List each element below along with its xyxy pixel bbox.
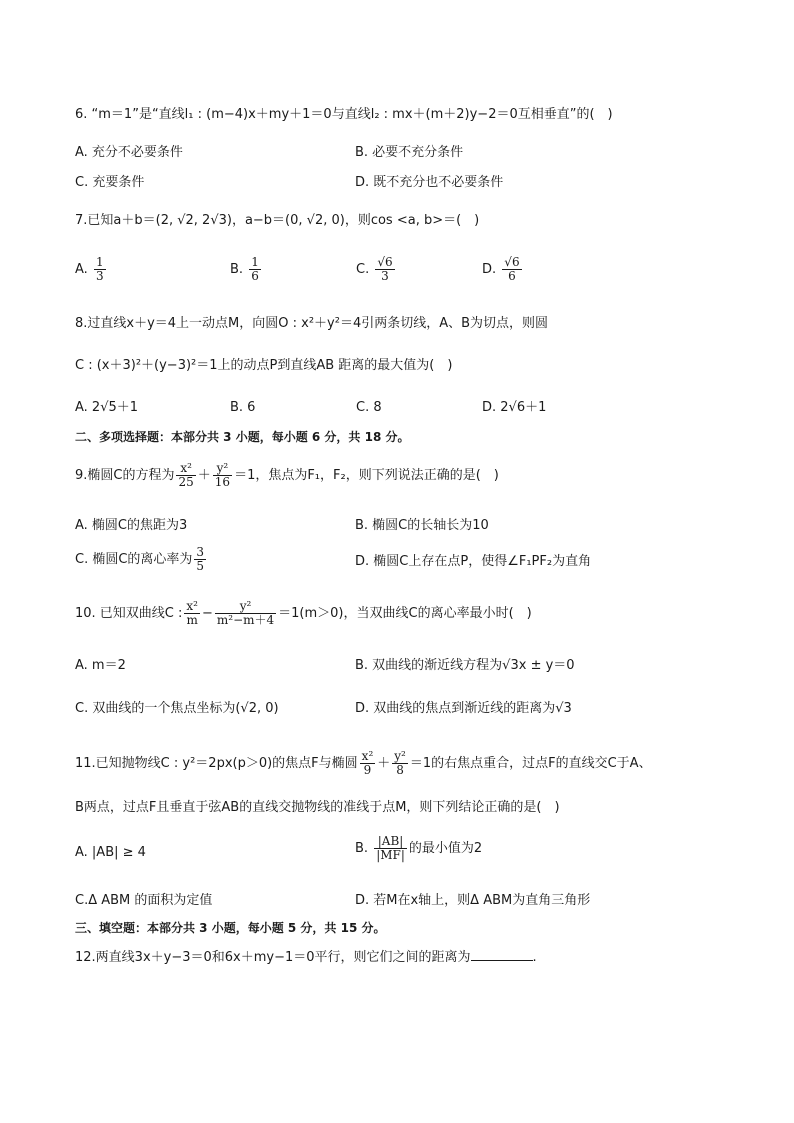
question-9-stem [75, 462, 499, 489]
numerator: y² [215, 600, 276, 614]
answer-blank[interactable] [471, 948, 533, 961]
question-8-stem-line-1: 8.过直线x＋y＝4上一动点M，向圆O : x²＋y²＝4引两条切线，A、B为切点，则圆 [75, 316, 549, 331]
question-8-stem-line-2: C : (x＋3)²＋(y−3)²＝1上的动点P到直线AB 距离的最大值为( ) [75, 358, 453, 373]
numerator: 1 [251, 255, 259, 269]
section-3-heading: 三、填空题：本部分共 3 小题，每小题 5 分，共 15 分。 [75, 921, 386, 935]
option-label: D. [482, 262, 497, 277]
fraction [360, 750, 376, 777]
question-11-option-a: A. |AB| ≥ 4 [75, 845, 146, 860]
fraction [502, 256, 521, 283]
question-11-option-d: D. 若M在x轴上，则Δ ABM为直角三角形 [355, 893, 591, 908]
denominator: m [186, 613, 198, 627]
stem-text: ＝1(m＞0)，当双曲线C的离心率最小时( ) [278, 606, 532, 621]
question-11-stem-line-2: B两点，过点F且垂直于弦AB的直线交抛物线的准线于点M，则下列结论正确的是( ) [75, 800, 560, 815]
option-label: A. [75, 262, 88, 277]
denominator: 25 [178, 475, 194, 489]
question-11-stem-line-1 [75, 750, 652, 777]
question-10-option-d: D. 双曲线的焦点到渐近线的距离为√3 [355, 701, 572, 716]
question-10-stem [75, 600, 532, 627]
question-8-option-b: B. 6 [230, 400, 256, 415]
numerator: x² [186, 599, 198, 613]
section-2-heading: 二、多项选择题：本部分共 3 小题，每小题 6 分，共 18 分。 [75, 430, 410, 444]
denominator: 3 [95, 269, 104, 283]
numerator: √6 [377, 255, 393, 269]
question-10-option-a: A. m＝2 [75, 658, 126, 673]
denominator: 3 [381, 269, 389, 283]
question-7-stem: 7.已知a＋b＝(2, √2, 2√3)，a−b＝(0, √2, 0)，则cos <a, b>＝( ) [75, 213, 480, 228]
question-6-stem: 6. “m＝1”是“直线l₁ : (m−4)x＋my＋1＝0与直线l₂ : mx＋(m＋2)y−2＝0互相垂直”的( ) [75, 107, 613, 122]
question-12-stem [75, 948, 537, 968]
question-8-option-c: C. 8 [356, 400, 382, 415]
question-6-option-a: A. 充分不必要条件 [75, 145, 183, 160]
option-text: C. 椭圆C的离心率为 [75, 552, 193, 567]
question-7-option-b [230, 256, 263, 283]
denominator: 9 [363, 763, 372, 777]
fraction [215, 600, 276, 627]
fraction [249, 256, 261, 283]
question-11-option-c: C.Δ ABM 的面积为定值 [75, 893, 213, 908]
question-10-option-c: C. 双曲线的一个焦点坐标为(√2, 0) [75, 701, 279, 716]
fraction [176, 462, 195, 489]
option-label: B. [230, 262, 244, 277]
denominator: 16 [214, 475, 231, 489]
denominator: 8 [396, 763, 404, 777]
question-10-option-b: B. 双曲线的渐近线方程为√3x ± y＝0 [355, 658, 575, 673]
question-6-option-c: C. 充要条件 [75, 175, 145, 190]
stem-text: ＝1的右焦点重合，过点F的直线交C于A、 [409, 756, 652, 771]
question-6-option-d: D. 既不充分也不必要条件 [355, 175, 504, 190]
option-label: B. [355, 841, 369, 856]
option-label: C. [356, 262, 370, 277]
question-7-option-c [356, 256, 397, 283]
stem-period: . [532, 950, 537, 965]
numerator: 3 [196, 545, 205, 559]
stem-text: 11.已知抛物线C : y²＝2px(p＞0)的焦点F与椭圆 [75, 756, 358, 771]
question-8-option-a: A. 2√5＋1 [75, 400, 139, 415]
question-7-option-d [482, 256, 524, 283]
stem-text: 9.椭圆C的方程为 [75, 468, 175, 483]
fraction [213, 462, 232, 489]
fraction [374, 835, 407, 862]
denominator: |MF| [376, 848, 405, 862]
operator: ＋ [377, 756, 391, 771]
operator: − [201, 606, 213, 621]
question-9-option-b: B. 椭圆C的长轴长为10 [355, 518, 489, 533]
question-8-option-d: D. 2√6＋1 [482, 400, 547, 415]
fraction [184, 600, 200, 627]
numerator: 1 [95, 255, 104, 269]
question-9-option-c [75, 546, 208, 573]
stem-text: 10. 已知双曲线C : [75, 606, 183, 621]
denominator: 6 [251, 269, 259, 283]
numerator: y² [213, 462, 232, 476]
numerator: √6 [504, 255, 520, 269]
denominator: m²−m＋4 [216, 613, 275, 627]
numerator: y² [394, 749, 406, 763]
question-9-option-d: D. 椭圆C上存在点P，使得∠F₁PF₂为直角 [355, 554, 592, 569]
numerator: x² [176, 462, 195, 476]
fraction [94, 256, 106, 283]
fraction [392, 750, 408, 777]
denominator: 6 [508, 269, 516, 283]
stem-text: ＝1，焦点为F₁，F₂，则下列说法正确的是( ) [234, 468, 499, 483]
question-7-option-a [75, 256, 108, 283]
question-9-option-a: A. 椭圆C的焦距为3 [75, 518, 188, 533]
fraction [194, 546, 206, 573]
numerator: |AB| [374, 835, 407, 849]
denominator: 5 [196, 559, 205, 573]
option-text: 的最小值为2 [408, 841, 483, 856]
operator: ＋ [197, 468, 211, 483]
question-6-option-b: B. 必要不充分条件 [355, 145, 464, 160]
stem-text: 12.两直线3x＋y−3＝0和6x＋my−1＝0平行，则它们之间的距离为 [75, 950, 471, 965]
numerator: x² [361, 749, 374, 763]
fraction [375, 256, 394, 283]
question-11-option-b [355, 835, 482, 862]
